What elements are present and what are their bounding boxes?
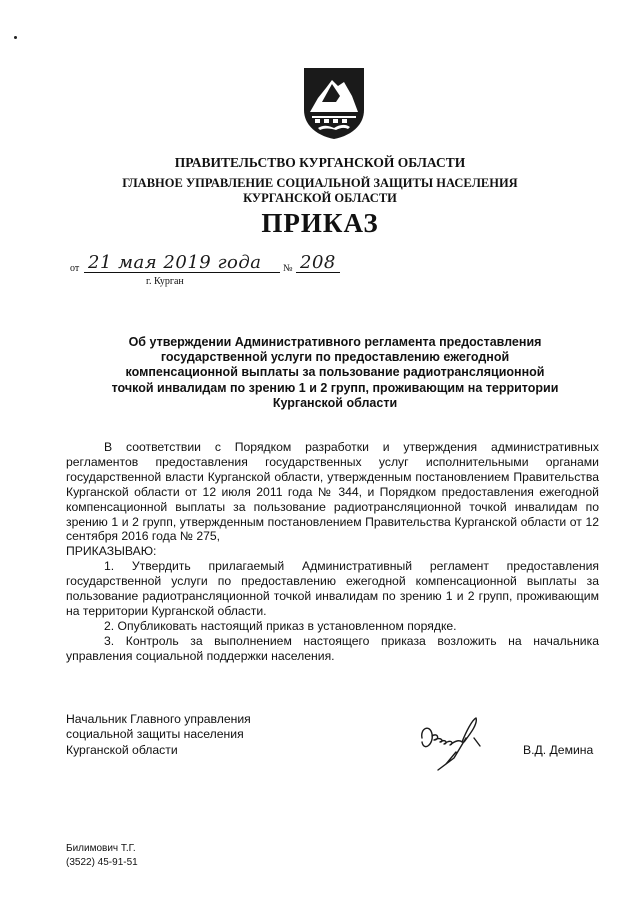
- executor-name: Билимович Т.Г.: [66, 843, 136, 854]
- date-handwritten: 21 мая 2019 года: [88, 252, 262, 273]
- preamble-paragraph: В соответствии с Порядком разработки и утверждения административных регламентов предоставления государственных услуг исполнительными органами государственной власти Курганской области, утвержденным постановлением Правительства Курганской области от 12 июля 2011 года № 344, и Порядком предоставления ежегодной компенсационной выплаты за пользование радиотрансляционной точкой инвалидам по зрению 1 и 2 групп, утвержденным постановлением Правительства Курганской области от 12 сентября 2016 года № 275,: [66, 440, 599, 544]
- subject-line: Курганской области: [272, 395, 398, 410]
- position-line: социальной защиты населения: [66, 727, 244, 742]
- position-line: Курганской области: [66, 742, 178, 757]
- subject-line: компенсационной выплаты за пользование радиотрансляционной: [125, 365, 545, 380]
- org-name-government: ПРАВИТЕЛЬСТВО КУРГАНСКОЙ ОБЛАСТИ: [174, 155, 466, 170]
- org-name-department: [0, 176, 640, 206]
- kurgan-coat-of-arms-emblem: [302, 66, 366, 140]
- signatory-name: В.Д. Демина: [523, 743, 594, 757]
- order-item-1: 1. Утвердить прилагаемый Административный регламент предоставления государственной услуги по предоставлению ежегодной компенсационной выплаты за пользование радиотрансляционной точкой инвалидам по зрению 1 и 2 групп, проживающим на территории Курганской области.: [66, 559, 599, 618]
- org-name-department-line1: ГЛАВНОЕ УПРАВЛЕНИЕ СОЦИАЛЬНОЙ ЗАЩИТЫ НАСЕЛЕНИЯ: [122, 176, 518, 190]
- date-from-label: от: [70, 263, 80, 274]
- document-title: ПРИКАЗ: [261, 208, 379, 238]
- number-label: №: [283, 263, 293, 274]
- subject-line: Об утверждении Административного регламента предоставления: [128, 335, 542, 349]
- number-handwritten: 208: [300, 252, 336, 273]
- subject-line: государственной услуги по предоставлению ежегодной: [160, 350, 510, 365]
- executor-phone: (3522) 45-91-51: [66, 856, 138, 868]
- executor-info: [66, 842, 138, 869]
- city-label: г. Курган: [146, 276, 184, 287]
- order-item-2: 2. Опубликовать настоящий приказ в установленном порядке.: [104, 618, 457, 633]
- document-subject: [100, 335, 570, 411]
- position-line: Начальник Главного управления: [66, 712, 251, 726]
- scan-speck: [14, 36, 17, 39]
- subject-line: точкой инвалидам по зрению 1 и 2 групп, проживающим на территории: [111, 380, 559, 395]
- order-item-3: 3. Контроль за выполнением настоящего приказа возложить на начальника управления социальной поддержки населения.: [66, 633, 599, 663]
- date-number-line: [70, 252, 370, 292]
- order-word: ПРИКАЗЫВАЮ:: [66, 544, 157, 559]
- handwritten-signature: [416, 712, 486, 774]
- signatory-position: [66, 712, 251, 758]
- document-body: [66, 440, 599, 664]
- org-name-department-line2: КУРГАНСКОЙ ОБЛАСТИ: [243, 191, 397, 205]
